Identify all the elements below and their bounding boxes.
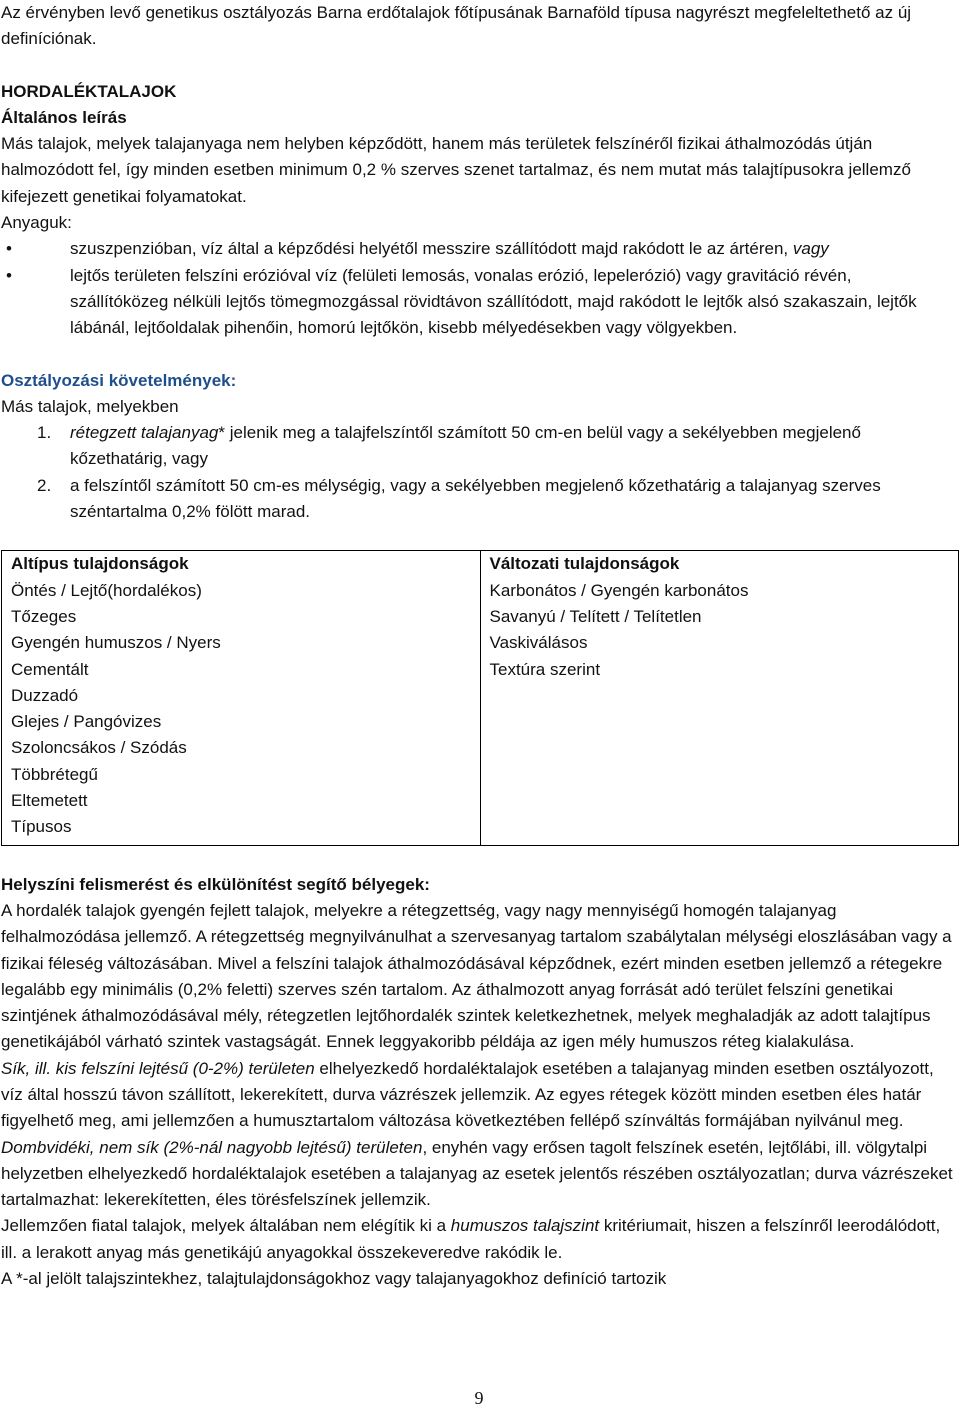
materials-list: [1, 236, 953, 341]
document-page: [1, 0, 953, 1292]
table-cell-item: Szoloncsákos / Szódás: [11, 738, 187, 758]
field-p4-text-a: Jellemzően fiatal talajok, melyek általában nem elégítik ki a: [1, 1216, 451, 1236]
field-p4-text-b: kritériumait, hiszen a felszínről leerodálódott, ill. a lerakott anyag más genetikájú anyagokkal összekeveredve rakódik le.: [1, 1216, 941, 1262]
field-p4-italic: humuszos talajszint: [450, 1216, 600, 1236]
list-item: [1, 263, 953, 342]
table-cell-item: Savanyú / Telített / Telítetlen: [489, 606, 702, 626]
field-paragraph-3: [1, 1135, 953, 1214]
bullet-icon: •: [6, 265, 12, 285]
field-p2-text: elhelyezkedő hordaléktalajok esetében a talajanyag minden esetben osztályozott, víz által hosszú távon szállított, lekerekített, durva vázrészek jellemzik. Az egyes rétegek között minden esetben éles határ figyelhető meg, ami jellemzően a humusztartalom változása következtében fellépő színváltás formájában nyilvánul meg.: [1, 1058, 934, 1131]
table-cell-item: Textúra szerint: [489, 659, 601, 679]
field-paragraph-4: [1, 1213, 953, 1266]
table-cell-item: Karbonátos / Gyengén karbonátos: [489, 580, 749, 600]
field-p3-text: , enyhén vagy erősen tagolt felszínek esetén, lejtőlábi, ill. völgytalpi helyzetben elhelyezkedő hordaléktalajok esetében a talajanyag az esetek jelentős részében osztályozatlan; durva vázrészeket tartalmazhat: lekerekítetten, éles törésfelszínek jellemzik.: [1, 1137, 953, 1210]
variety-header: Változati tulajdonságok: [489, 554, 680, 574]
subtype-column: [2, 551, 481, 845]
requirements-intro: Más talajok, melyekben: [1, 396, 179, 416]
field-p3-italic: Dombvidéki, nem sík (2%-nál nagyobb lejtésű) területen: [1, 1137, 423, 1157]
table-cell-item: Gyengén humuszos / Nyers: [11, 633, 221, 653]
requirement-text: a felszíntől számított 50 cm-es mélységig, vagy a sekélyebben megjelenő kőzethatárig a talajanyag szerves széntartalma 0,2% fölött marad.: [70, 475, 881, 522]
section-title: HORDALÉKTALAJOK: [1, 81, 177, 101]
variety-column: [480, 551, 959, 845]
table-cell-item: Tőzeges: [11, 606, 77, 626]
material-italic: vagy: [792, 239, 829, 259]
item-number: 1.: [37, 423, 52, 443]
field-title: Helyszíni felismerést és elkülönítést segítő bélyegek:: [1, 874, 430, 894]
subtype-header: Altípus tulajdonságok: [11, 554, 189, 574]
table-cell-item: Többrétegű: [11, 764, 98, 784]
table-cell-item: Vaskiválásos: [489, 633, 588, 653]
general-text: Más talajok, melyek talajanyaga nem helyben képződött, hanem más területek felszínéről fizikai áthalmozódás útján halmozódott fel, így minden esetben minimum 0,2 % szerves szenet tartalmaz, és nem mutat más talajtípusokra jellemző kifejezett genetikai folyamatokat.: [1, 134, 911, 206]
table-cell-item: Cementált: [11, 659, 89, 679]
page-number: 9: [474, 1388, 484, 1408]
material-text: szuszpenzióban, víz által a képződési helyétől messzire szállítódott majd rakódott le az ártéren,: [70, 239, 793, 259]
table-cell-item: Duzzadó: [11, 685, 79, 705]
footnote: A *-al jelölt talajszintekhez, talajtulajdonságokhoz vagy talajanyagokhoz definíció tartozik: [1, 1269, 667, 1289]
field-paragraph-2: [1, 1056, 953, 1135]
materials-label: Anyaguk:: [1, 213, 72, 233]
bullet-icon: •: [6, 239, 12, 259]
properties-table: [1, 550, 959, 845]
spacer: [1, 342, 953, 368]
field-p2-italic: Sík, ill. kis felszíni lejtésű (0-2%) területen: [1, 1058, 315, 1078]
requirements-list: [1, 420, 953, 525]
spacer: [1, 846, 953, 872]
list-item: [1, 420, 953, 473]
table-cell-item: Glejes / Pangóvizes: [11, 712, 162, 732]
material-text: lejtős területen felszíni erózióval víz (felületi lemosás, vonalas erózió, lepelerózió) vagy gravitáció révén, szállítóközeg nélküli lejtős tömegmozgással rövidtávon szállítódott, majd rakódott le lejtők alsó szakaszain, lejtők lábánál, lejtőoldalak pihenőin, homorú lejtőkön, kisebb mélyedésekben vagy völgyekben.: [70, 265, 917, 338]
table-cell-item: Típusos: [11, 817, 72, 837]
spacer: [1, 53, 953, 79]
field-paragraph-1: A hordalék talajok gyengén fejlett talajok, melyekre a rétegzettség, vagy nagy mennyiségű homogén talajanyag felhalmozódása jellemző. A rétegzettség megnyilvánulhat a szervesanyag tartalom szabálytalan mélységi eloszlásában vagy a fizikai féleség változásában. Mivel a felszíni talajok áthalmozódásával képződnek, ezért minden esetben jellemző a rétegekre legalább egy minimális (0,2% feletti) szerves szén tartalom. Az áthalmozott anyag forrását adó terület felszíni genetikai szintjének áthalmozódásával mély, rétegzetlen lejtőhordalék szintek keletkezhetnek, melyek meghaladják az adott talajtípus genetikájából várható szintek vastagságát. Ennek leggyakoribb példája az igen mély humuszos réteg kialakulása.: [1, 900, 952, 1052]
table-cell-item: Öntés / Lejtő(hordalékos): [11, 580, 202, 600]
table-cell-item: Eltemetett: [11, 791, 88, 811]
list-item: [1, 236, 953, 262]
general-title: Általános leírás: [1, 107, 127, 127]
requirements-title: Osztályozási követelmények:: [1, 370, 237, 390]
requirement-text: * jelenik meg a talajfelszíntől számított 50 cm-en belül vagy a sekélyebben megjelenő kőzethatárig, vagy: [70, 423, 861, 469]
requirement-italic: rétegzett talajanyag: [70, 423, 219, 443]
intro-paragraph: Az érvényben levő genetikus osztályozás Barna erdőtalajok főtípusának Barnaföld típusa nagyrészt megfeleltethető az új definíciónak.: [1, 3, 912, 49]
item-number: 2.: [37, 475, 52, 495]
list-item: [1, 473, 953, 526]
